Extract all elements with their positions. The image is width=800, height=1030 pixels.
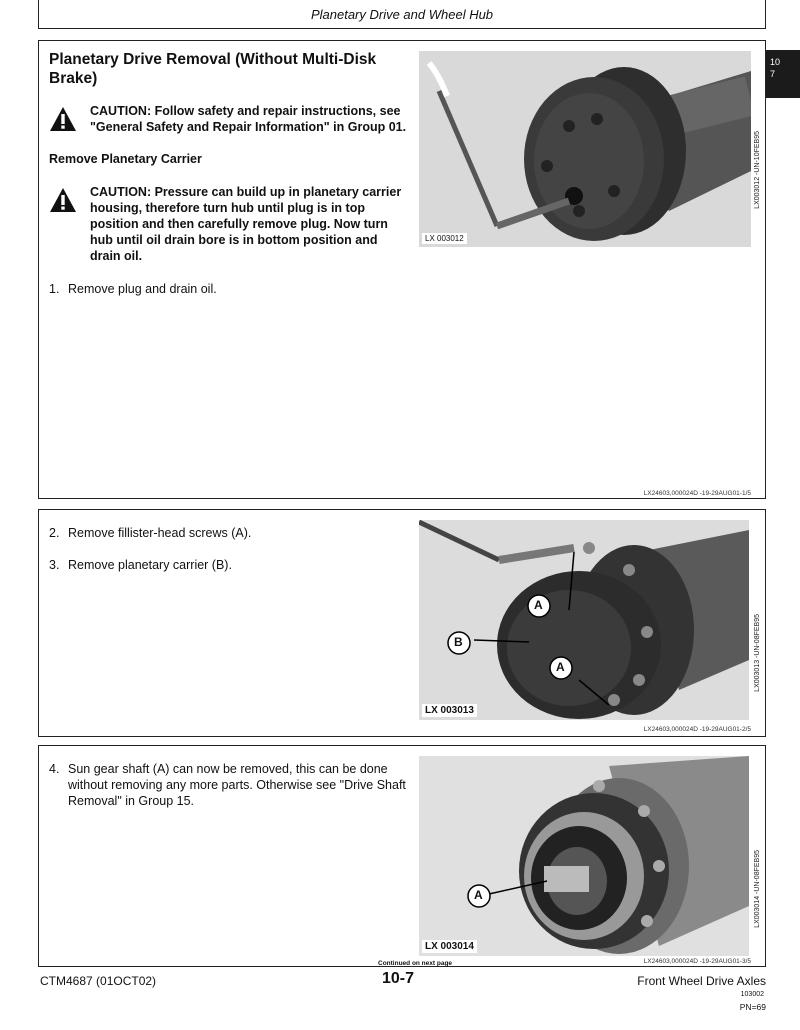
caution-block-1 bbox=[49, 103, 411, 135]
step-2-number: 2. bbox=[49, 526, 60, 540]
section-tab bbox=[765, 50, 800, 98]
figure-label: LX 003014 bbox=[422, 940, 477, 953]
step-2 bbox=[49, 525, 411, 541]
figure-label: LX 003012 bbox=[422, 233, 467, 244]
continued-note: Continued on next page bbox=[378, 960, 453, 967]
step-2-text: Remove fillister-head screws (A). bbox=[68, 526, 252, 540]
figure-lx003012 bbox=[419, 51, 751, 247]
tab-line1: 10 bbox=[770, 57, 781, 67]
step-3 bbox=[49, 557, 411, 573]
section-planetary-removal bbox=[38, 40, 766, 499]
section3-reference: LX24603,000024D -19-29AUG01-3/5 bbox=[643, 958, 751, 965]
section-remove-carrier bbox=[38, 509, 766, 737]
figure-code: LX003013 -UN-08FEB95 bbox=[754, 614, 761, 692]
caution-text-2: CAUTION: Pressure can build up in planetary carrier housing, therefore turn hub until plug is in top position and then carefully remove plug. Now turn hub until oil drain bore is in bottom position and drain oil. bbox=[90, 185, 402, 263]
step-3-number: 3. bbox=[49, 558, 60, 572]
step-3-text: Remove planetary carrier (B). bbox=[68, 558, 232, 572]
figure-code: LX003014 -UN-08FEB95 bbox=[754, 850, 761, 928]
step-1 bbox=[49, 281, 411, 297]
figure-code: LX003012 -UN-10FEB95 bbox=[754, 131, 761, 209]
callout-b: B bbox=[454, 635, 463, 649]
warning-icon bbox=[49, 187, 77, 213]
hub-plug-illustration bbox=[419, 51, 751, 247]
figure-lx003013 bbox=[419, 520, 749, 720]
page-header bbox=[38, 0, 766, 29]
section1-reference: LX24603,000024D -19-29AUG01-1/5 bbox=[643, 490, 751, 497]
footer-manual-id: CTM4687 (01OCT02) bbox=[40, 974, 157, 988]
section2-reference: LX24603,000024D -19-29AUG01-2/5 bbox=[643, 726, 751, 733]
section3-text bbox=[49, 746, 411, 809]
header-title: Planetary Drive and Wheel Hub bbox=[310, 7, 494, 22]
tab-line2: 7 bbox=[770, 69, 776, 79]
caution-block-2 bbox=[49, 184, 411, 264]
footer-page-number: 10-7 bbox=[382, 970, 415, 987]
step-4-text: Sun gear shaft (A) can now be removed, this can be done without removing any more parts. Otherwise see "Drive Shaft Removal" in Group 15. bbox=[68, 762, 406, 808]
step-1-text: Remove plug and drain oil. bbox=[68, 282, 217, 296]
callout-a-1: A bbox=[534, 598, 543, 612]
carrier-screws-illustration bbox=[419, 520, 749, 720]
footer-date: 103002 bbox=[740, 991, 764, 998]
footer-pn: PN=69 bbox=[739, 1002, 766, 1012]
section2-text bbox=[49, 510, 411, 573]
callout-a-2: A bbox=[556, 660, 565, 674]
section1-subhead: Remove Planetary Carrier bbox=[49, 152, 202, 166]
step-1-number: 1. bbox=[49, 282, 60, 296]
footer-section-title: Front Wheel Drive Axles bbox=[637, 974, 766, 988]
step-4 bbox=[49, 761, 411, 809]
section1-title: Planetary Drive Removal (Without Multi-Disk Brake) bbox=[49, 51, 377, 87]
section-sun-gear bbox=[38, 745, 766, 967]
sun-gear-illustration bbox=[419, 756, 749, 956]
figure-label: LX 003013 bbox=[422, 704, 477, 717]
section1-text bbox=[49, 41, 411, 297]
caution-text-1: CAUTION: Follow safety and repair instructions, see "General Safety and Repair Information" in Group 01. bbox=[90, 104, 407, 134]
figure-lx003014 bbox=[419, 756, 749, 956]
warning-icon bbox=[49, 106, 77, 132]
callout-a: A bbox=[474, 888, 483, 902]
step-4-number: 4. bbox=[49, 762, 60, 776]
